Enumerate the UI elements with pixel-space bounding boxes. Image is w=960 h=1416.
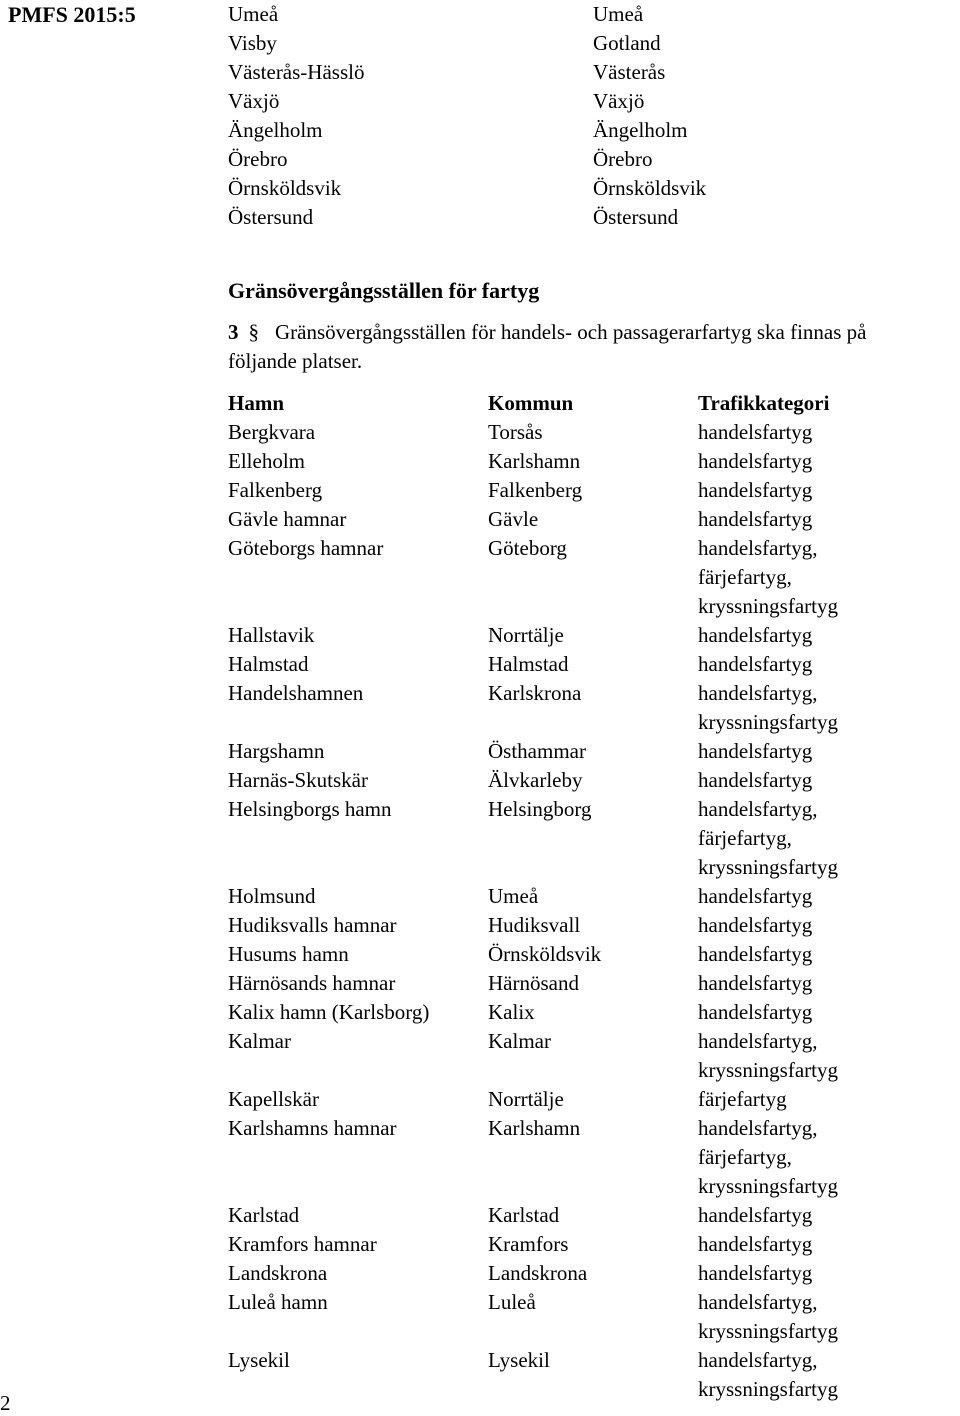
trafikkategori-line: handelsfartyg bbox=[698, 971, 813, 995]
cell-hamn: Halmstad bbox=[228, 652, 309, 676]
table-row bbox=[228, 998, 960, 1027]
cell-hamn: Kramfors hamnar bbox=[228, 1232, 377, 1256]
table-row bbox=[228, 476, 960, 505]
cell-kommun: Älvkarleby bbox=[488, 768, 583, 792]
cell-hamn: Harnäs-Skutskär bbox=[228, 768, 368, 792]
cell-hamn: Husums hamn bbox=[228, 942, 349, 966]
cell-hamn: Kapellskär bbox=[228, 1087, 319, 1111]
trafikkategori-line: handelsfartyg bbox=[698, 420, 813, 444]
airport-municipality: Gotland bbox=[593, 31, 661, 55]
table-row bbox=[228, 766, 960, 795]
cell-hamn: Kalmar bbox=[228, 1029, 291, 1053]
cell-trafikkategori bbox=[698, 679, 960, 737]
cell-trafikkategori bbox=[698, 1259, 960, 1288]
airport-name: Umeå bbox=[228, 2, 279, 26]
trafikkategori-line: kryssningsfartyg bbox=[698, 855, 838, 879]
cell-kommun: Norrtälje bbox=[488, 1087, 564, 1111]
cell-kommun: Härnösand bbox=[488, 971, 579, 995]
cell-trafikkategori bbox=[698, 1288, 960, 1346]
trafikkategori-line: handelsfartyg bbox=[698, 884, 813, 908]
cell-hamn: Lysekil bbox=[228, 1348, 290, 1372]
cell-kommun: Norrtälje bbox=[488, 623, 564, 647]
cell-trafikkategori bbox=[698, 447, 960, 476]
cell-hamn: Falkenberg bbox=[228, 478, 323, 502]
port-table bbox=[228, 389, 960, 1404]
airport-municipality: Ängelholm bbox=[593, 118, 688, 142]
airport-municipality: Västerås bbox=[593, 60, 666, 84]
cell-trafikkategori bbox=[698, 1230, 960, 1259]
cell-kommun: Landskrona bbox=[488, 1261, 588, 1285]
airport-name: Visby bbox=[228, 31, 277, 55]
trafikkategori-line: handelsfartyg bbox=[698, 478, 813, 502]
cell-hamn: Karlstad bbox=[228, 1203, 300, 1227]
cell-trafikkategori bbox=[698, 1027, 960, 1085]
airport-municipality: Umeå bbox=[593, 2, 644, 26]
trafikkategori-line: färjefartyg, bbox=[698, 826, 792, 850]
table-row bbox=[228, 1230, 960, 1259]
cell-hamn: Handelshamnen bbox=[228, 681, 364, 705]
cell-trafikkategori bbox=[698, 621, 960, 650]
paragraph-number: 3 bbox=[228, 320, 239, 344]
cell-trafikkategori bbox=[698, 1201, 960, 1230]
airport-row bbox=[228, 145, 928, 174]
table-row bbox=[228, 1259, 960, 1288]
cell-trafikkategori bbox=[698, 795, 960, 882]
trafikkategori-line: handelsfartyg, bbox=[698, 797, 818, 821]
cell-trafikkategori bbox=[698, 505, 960, 534]
table-row bbox=[228, 737, 960, 766]
trafikkategori-line: handelsfartyg, bbox=[698, 1290, 818, 1314]
section-heading: Gränsövergångsställen för fartyg bbox=[228, 278, 540, 303]
cell-trafikkategori bbox=[698, 766, 960, 795]
airport-row bbox=[228, 58, 928, 87]
airport-name: Växjö bbox=[228, 89, 280, 113]
airport-row bbox=[228, 116, 928, 145]
cell-kommun: Falkenberg bbox=[488, 478, 583, 502]
header-trafikkategori: Trafikkategori bbox=[698, 391, 830, 415]
cell-kommun: Gävle bbox=[488, 507, 539, 531]
airport-list bbox=[228, 0, 928, 232]
trafikkategori-line: handelsfartyg bbox=[698, 1261, 813, 1285]
trafikkategori-line: handelsfartyg, bbox=[698, 536, 818, 560]
table-row bbox=[228, 911, 960, 940]
cell-hamn: Luleå hamn bbox=[228, 1290, 328, 1314]
cell-kommun: Kramfors bbox=[488, 1232, 569, 1256]
trafikkategori-line: handelsfartyg bbox=[698, 652, 813, 676]
paragraph-line bbox=[228, 318, 960, 347]
cell-hamn: Härnösands hamnar bbox=[228, 971, 396, 995]
cell-hamn: Holmsund bbox=[228, 884, 316, 908]
header-kommun: Kommun bbox=[488, 391, 574, 415]
cell-trafikkategori bbox=[698, 1085, 960, 1114]
trafikkategori-line: handelsfartyg bbox=[698, 449, 813, 473]
cell-kommun: Kalix bbox=[488, 1000, 535, 1024]
cell-trafikkategori bbox=[698, 882, 960, 911]
trafikkategori-line: handelsfartyg bbox=[698, 1203, 813, 1227]
trafikkategori-line: handelsfartyg bbox=[698, 768, 813, 792]
trafikkategori-line: kryssningsfartyg bbox=[698, 1377, 838, 1401]
cell-kommun: Halmstad bbox=[488, 652, 569, 676]
cell-hamn: Elleholm bbox=[228, 449, 305, 473]
airport-municipality: Växjö bbox=[593, 89, 645, 113]
cell-hamn: Hudiksvalls hamnar bbox=[228, 913, 397, 937]
section-paragraph bbox=[228, 318, 960, 376]
cell-hamn: Kalix hamn (Karlsborg) bbox=[228, 1000, 430, 1024]
cell-kommun: Torsås bbox=[488, 420, 543, 444]
cell-kommun: Luleå bbox=[488, 1290, 536, 1314]
cell-trafikkategori bbox=[698, 418, 960, 447]
airport-municipality: Örebro bbox=[593, 147, 653, 171]
airport-municipality: Östersund bbox=[593, 205, 679, 229]
trafikkategori-line: kryssningsfartyg bbox=[698, 594, 838, 618]
cell-kommun: Umeå bbox=[488, 884, 539, 908]
trafikkategori-line: handelsfartyg, bbox=[698, 1029, 818, 1053]
table-row bbox=[228, 969, 960, 998]
cell-trafikkategori bbox=[698, 1114, 960, 1201]
cell-trafikkategori bbox=[698, 911, 960, 940]
trafikkategori-line: handelsfartyg bbox=[698, 1232, 813, 1256]
table-row bbox=[228, 1288, 960, 1346]
table-row bbox=[228, 679, 960, 737]
cell-hamn: Bergkvara bbox=[228, 420, 316, 444]
trafikkategori-line: handelsfartyg, bbox=[698, 1116, 818, 1140]
table-row bbox=[228, 940, 960, 969]
table-row bbox=[228, 621, 960, 650]
airport-name: Ängelholm bbox=[228, 118, 323, 142]
table-header bbox=[228, 389, 960, 418]
table-row bbox=[228, 795, 960, 882]
table-row bbox=[228, 534, 960, 621]
table-row bbox=[228, 1346, 960, 1404]
airport-row bbox=[228, 0, 928, 29]
cell-hamn: Karlshamns hamnar bbox=[228, 1116, 397, 1140]
trafikkategori-line: handelsfartyg bbox=[698, 1000, 813, 1024]
paragraph-text-line1: Gränsövergångsställen för handels- och passagerarfartyg ska finnas på bbox=[275, 320, 867, 344]
table-row bbox=[228, 505, 960, 534]
table-row bbox=[228, 1085, 960, 1114]
table-row bbox=[228, 1114, 960, 1201]
cell-hamn: Gävle hamnar bbox=[228, 507, 347, 531]
trafikkategori-line: handelsfartyg bbox=[698, 507, 813, 531]
trafikkategori-line: kryssningsfartyg bbox=[698, 710, 838, 734]
airport-row bbox=[228, 203, 928, 232]
cell-kommun: Kalmar bbox=[488, 1029, 551, 1053]
cell-kommun: Örnsköldsvik bbox=[488, 942, 602, 966]
trafikkategori-line: handelsfartyg, bbox=[698, 681, 818, 705]
cell-hamn: Landskrona bbox=[228, 1261, 328, 1285]
paragraph-text-line2: följande platser. bbox=[228, 349, 363, 373]
cell-kommun: Göteborg bbox=[488, 536, 567, 560]
airport-row bbox=[228, 174, 928, 203]
trafikkategori-line: handelsfartyg bbox=[698, 942, 813, 966]
cell-trafikkategori bbox=[698, 650, 960, 679]
cell-kommun: Lysekil bbox=[488, 1348, 550, 1372]
cell-trafikkategori bbox=[698, 737, 960, 766]
paragraph-sign: § bbox=[248, 320, 259, 344]
airport-name: Örnsköldsvik bbox=[228, 176, 342, 200]
trafikkategori-line: kryssningsfartyg bbox=[698, 1319, 838, 1343]
trafikkategori-line: färjefartyg bbox=[698, 1087, 787, 1111]
cell-hamn: Göteborgs hamnar bbox=[228, 536, 384, 560]
cell-kommun: Helsingborg bbox=[488, 797, 592, 821]
airport-name: Örebro bbox=[228, 147, 288, 171]
table-body bbox=[228, 418, 960, 1404]
trafikkategori-line: handelsfartyg bbox=[698, 623, 813, 647]
cell-hamn: Hargshamn bbox=[228, 739, 325, 763]
header-hamn: Hamn bbox=[228, 391, 285, 415]
table-row bbox=[228, 1027, 960, 1085]
cell-hamn: Hallstavik bbox=[228, 623, 315, 647]
cell-trafikkategori bbox=[698, 534, 960, 621]
cell-trafikkategori bbox=[698, 969, 960, 998]
table-row bbox=[228, 447, 960, 476]
trafikkategori-line: handelsfartyg bbox=[698, 913, 813, 937]
airport-name: Västerås-Hässlö bbox=[228, 60, 365, 84]
table-row bbox=[228, 1201, 960, 1230]
airport-row bbox=[228, 29, 928, 58]
page-number: 2 bbox=[0, 1391, 11, 1415]
trafikkategori-line: kryssningsfartyg bbox=[698, 1174, 838, 1198]
cell-kommun: Östhammar bbox=[488, 739, 586, 763]
cell-kommun: Karlstad bbox=[488, 1203, 560, 1227]
trafikkategori-line: färjefartyg, bbox=[698, 1145, 792, 1169]
airport-municipality: Örnsköldsvik bbox=[593, 176, 707, 200]
cell-kommun: Hudiksvall bbox=[488, 913, 581, 937]
cell-kommun: Karlshamn bbox=[488, 1116, 581, 1140]
cell-hamn: Helsingborgs hamn bbox=[228, 797, 392, 821]
trafikkategori-line: handelsfartyg, bbox=[698, 1348, 818, 1372]
table-row bbox=[228, 650, 960, 679]
trafikkategori-line: kryssningsfartyg bbox=[698, 1058, 838, 1082]
airport-row bbox=[228, 87, 928, 116]
trafikkategori-line: handelsfartyg bbox=[698, 739, 813, 763]
table-row bbox=[228, 882, 960, 911]
table-row bbox=[228, 418, 960, 447]
cell-kommun: Karlshamn bbox=[488, 449, 581, 473]
cell-trafikkategori bbox=[698, 998, 960, 1027]
trafikkategori-line: färjefartyg, bbox=[698, 565, 792, 589]
document-id: PMFS 2015:5 bbox=[8, 2, 136, 27]
cell-kommun: Karlskrona bbox=[488, 681, 582, 705]
cell-trafikkategori bbox=[698, 1346, 960, 1404]
airport-name: Östersund bbox=[228, 205, 314, 229]
cell-trafikkategori bbox=[698, 476, 960, 505]
cell-trafikkategori bbox=[698, 940, 960, 969]
